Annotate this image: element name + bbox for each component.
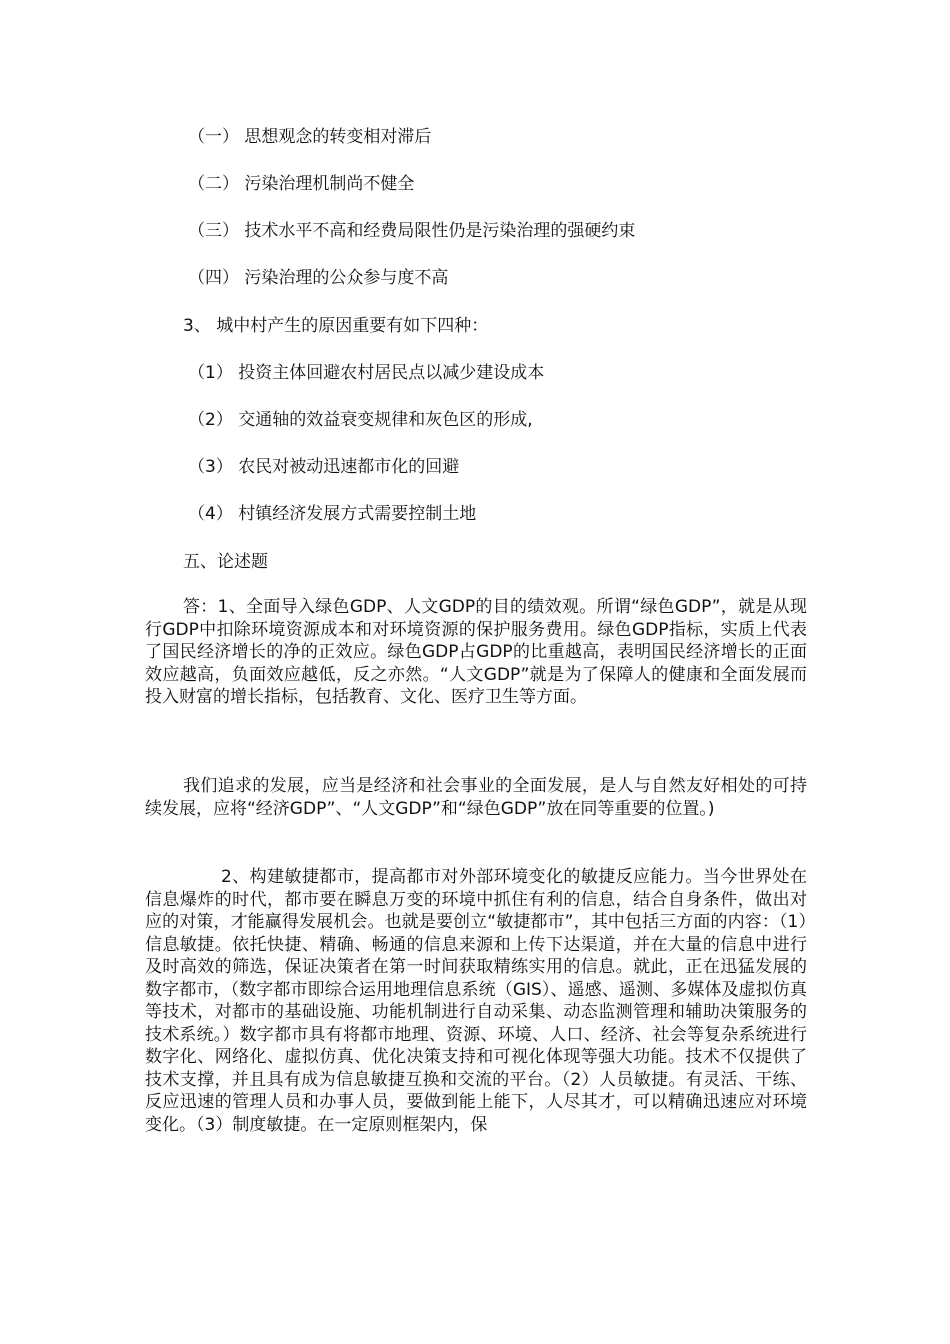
list-item-numbered-4: （4） 村镇经济发展方式需要控制土地 <box>188 504 477 524</box>
section-heading: 3、 城中村产生的原因重要有如下四种： <box>183 316 489 336</box>
list-item-4: （四） 污染治理的公众参与度不高 <box>188 268 449 288</box>
section-heading: 五、论述题 <box>183 552 268 572</box>
list-item-2: （二） 污染治理机制尚不健全 <box>188 174 415 194</box>
answer-paragraph: 答：1、全面导入绿色GDP、人文GDP的目的绩效观。所谓“绿色GDP”，就是从现行GDP中扣除环境资源成本和对环境资源的保护服务费用。绿色GDP指标，实质上代表了国民经济增长的净的正效应。绿色GDP占GDP的比重越高，表明国民经济增长的正面效应越高，负面效应越低，反之亦然。“人文GDP”就是为了保障人的健康和全面发展而投入财富的增长指标，包括教育、文化、医疗卫生等方面。 <box>145 597 807 707</box>
list-item-numbered-3: （3） 农民对被动迅速都市化的回避 <box>188 457 460 477</box>
answer-paragraph: 2、构建敏捷都市，提高都市对外部环境变化的敏捷反应能力。当今世界处在信息爆炸的时代，都市要在瞬息万变的环境中抓住有利的信息，结合自身条件，做出对应的对策，才能赢得发展机会。也就是要创立“敏捷都市”，其中包括三方面的内容：（1）信息敏捷。依托快捷、精确、畅通的信息来源和上传下达渠道，并在大量的信息中进行及时高效的筛选，保证决策者在第一时间获取精练实用的信息。就此，正在迅猛发展的数字都市，（数字都市即综合运用地理信息系统（GIS）、遥感、遥测、多媒体及虚拟仿真等技术，对都市的基础设施、功能机制进行自动采集、动态监测管理和辅助决策服务的技术系统。）数字都市具有将都市地理、资源、环境、人口、经济、社会等复杂系统进行数字化、网络化、虚拟仿真、优化决策支持和可视化体现等强大功能。技术不仅提供了技术支撑，并且具有成为信息敏捷互换和交流的平台。（2）人员敏捷。有灵活、干练、反应迅速的管理人员和办事人员，要做到能上能下，人尽其才，可以精确迅速应对环境变化。（3）制度敏捷。在一定原则框架内，保 <box>145 867 807 1135</box>
list-item-3: （三） 技术水平不高和经费局限性仍是污染治理的强硬约束 <box>188 221 636 241</box>
answer-paragraph: 我们追求的发展，应当是经济和社会事业的全面发展，是人与自然友好相处的可持续发展，应将“经济GDP”、“人文GDP”和“绿色GDP”放在同等重要的位置。) <box>145 776 807 819</box>
list-item-numbered-2: （2） 交通轴的效益衰变规律和灰色区的形成, <box>188 410 533 430</box>
list-item-1: （一） 思想观念的转变相对滞后 <box>188 127 432 147</box>
list-item-numbered-1: （1） 投资主体回避农村居民点以减少建设成本 <box>188 363 545 383</box>
